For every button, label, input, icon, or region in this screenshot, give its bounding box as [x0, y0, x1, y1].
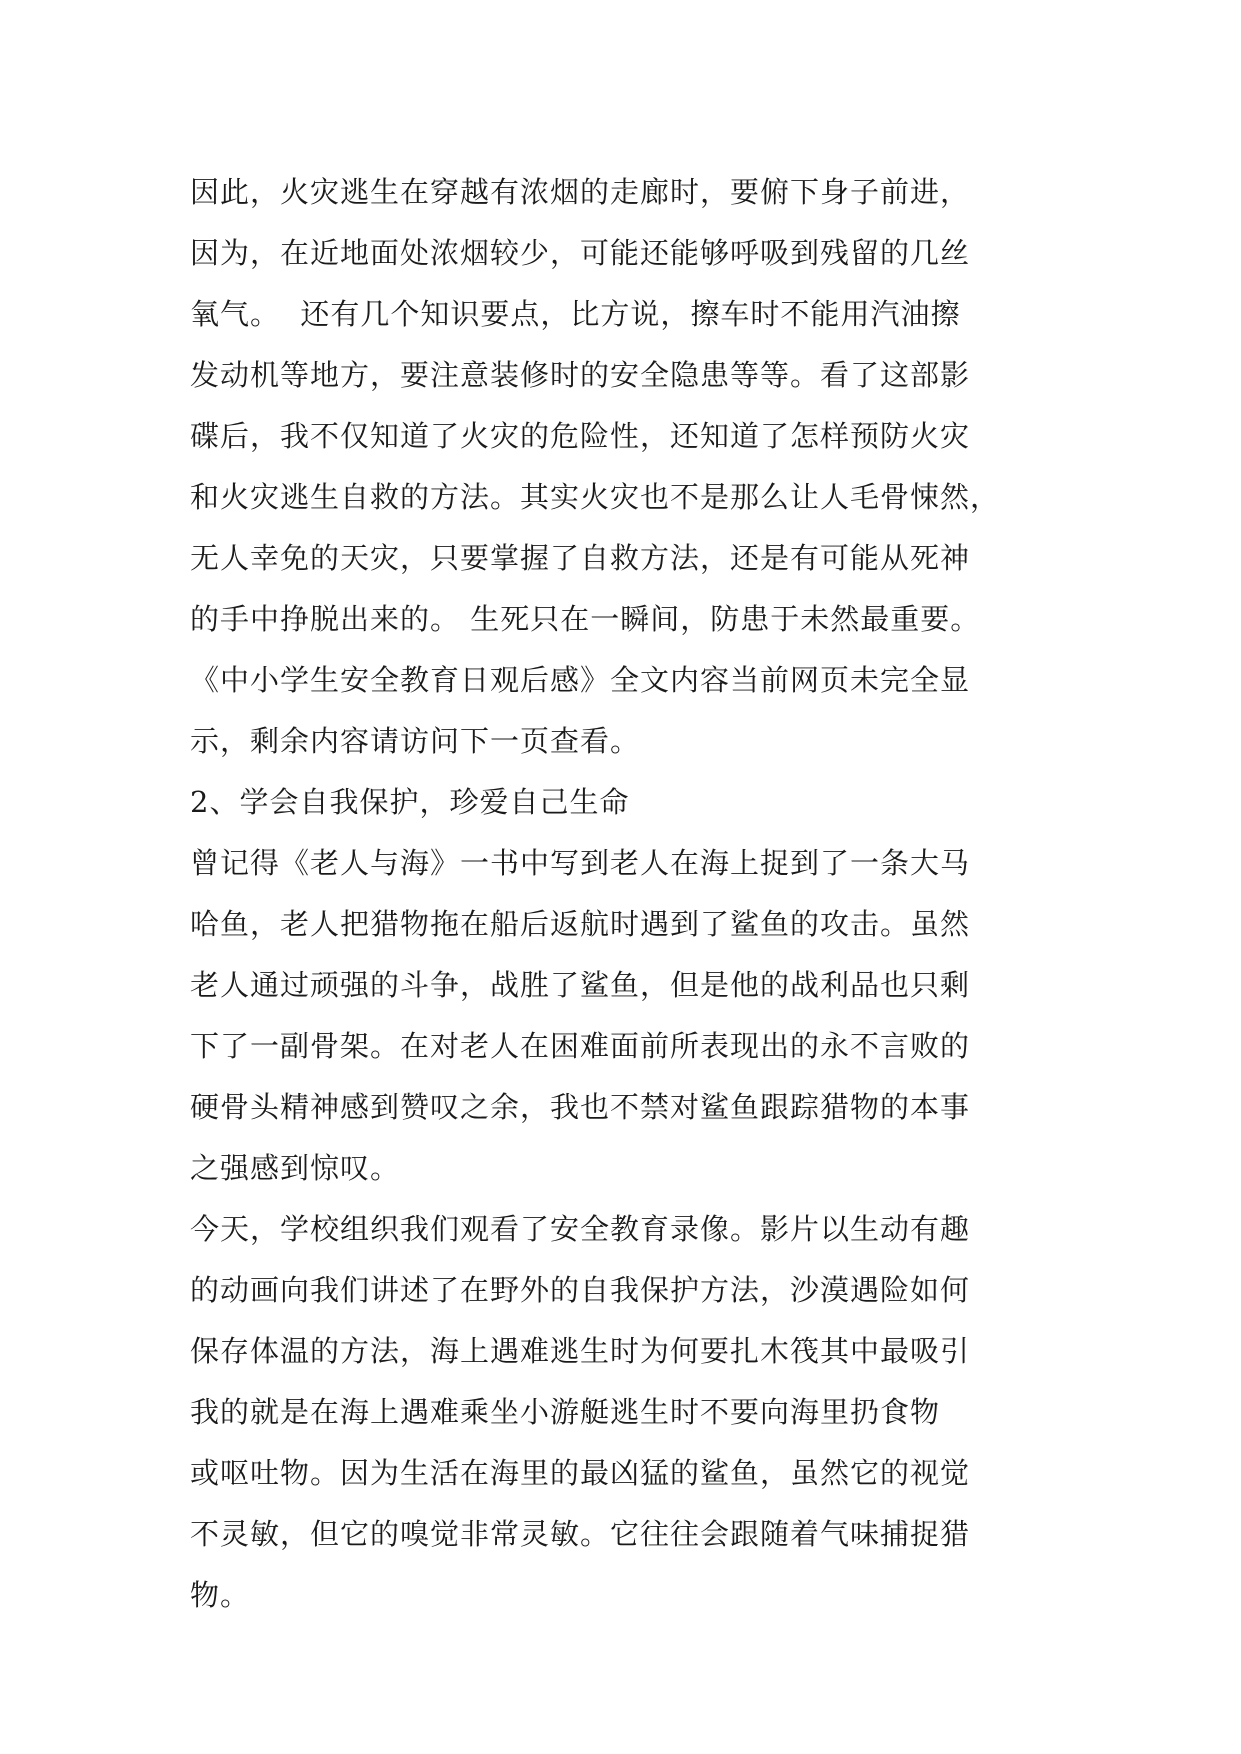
text-line: 氧气。 还有几个知识要点，比方说，擦车时不能用汽油擦	[190, 297, 961, 331]
text-line: 我的就是在海上遇难乘坐小游艇逃生时不要向海里扔食物	[190, 1395, 941, 1429]
text-line: 物。	[190, 1578, 251, 1612]
text-line: 或呕吐物。因为生活在海里的最凶猛的鲨鱼，虽然它的视觉	[190, 1456, 971, 1490]
text-line: 曾记得《老人与海》一书中写到老人在海上捉到了一条大马	[190, 846, 971, 880]
section-heading: 2、学会自我保护，珍爱自己生命	[190, 785, 630, 819]
text-line: 今天，学校组织我们观看了安全教育录像。影片以生动有趣	[190, 1212, 971, 1246]
text-line: 哈鱼，老人把猎物拖在船后返航时遇到了鲨鱼的攻击。虽然	[190, 907, 971, 941]
text-line: 之强感到惊叹。	[190, 1151, 401, 1185]
document-body	[190, 162, 1072, 1626]
text-line: 因为，在近地面处浓烟较少，可能还能够呼吸到残留的几丝	[190, 236, 971, 270]
text-line: 下了一副骨架。在对老人在困难面前所表现出的永不言败的	[190, 1029, 971, 1063]
text-line: 硬骨头精神感到赞叹之余，我也不禁对鲨鱼跟踪猎物的本事	[190, 1090, 971, 1124]
text-line: 《中小学生安全教育日观后感》全文内容当前网页未完全显	[190, 663, 971, 697]
text-line: 碟后，我不仅知道了火灾的危险性，还知道了怎样预防火灾	[190, 419, 971, 453]
text-line: 无人幸免的天灾，只要掌握了自救方法，还是有可能从死神	[190, 541, 971, 575]
text-line: 不灵敏，但它的嗅觉非常灵敏。它往往会跟随着气味捕捉猎	[190, 1517, 971, 1551]
text-line: 的动画向我们讲述了在野外的自我保护方法，沙漠遇险如何	[190, 1273, 971, 1307]
text-line: 和火灾逃生自救的方法。其实火灾也不是那么让人毛骨悚然，	[190, 480, 1001, 514]
text-line: 的手中挣脱出来的。 生死只在一瞬间，防患于未然最重要。	[190, 602, 981, 636]
text-line: 保存体温的方法，海上遇难逃生时为何要扎木筏其中最吸引	[190, 1334, 971, 1368]
text-line: 老人通过顽强的斗争，战胜了鲨鱼，但是他的战利品也只剩	[190, 968, 971, 1002]
text-line: 示，剩余内容请访问下一页查看。	[190, 724, 641, 758]
text-line: 因此，火灾逃生在穿越有浓烟的走廊时，要俯下身子前进，	[190, 175, 971, 209]
text-line: 发动机等地方，要注意装修时的安全隐患等等。看了这部影	[190, 358, 971, 392]
